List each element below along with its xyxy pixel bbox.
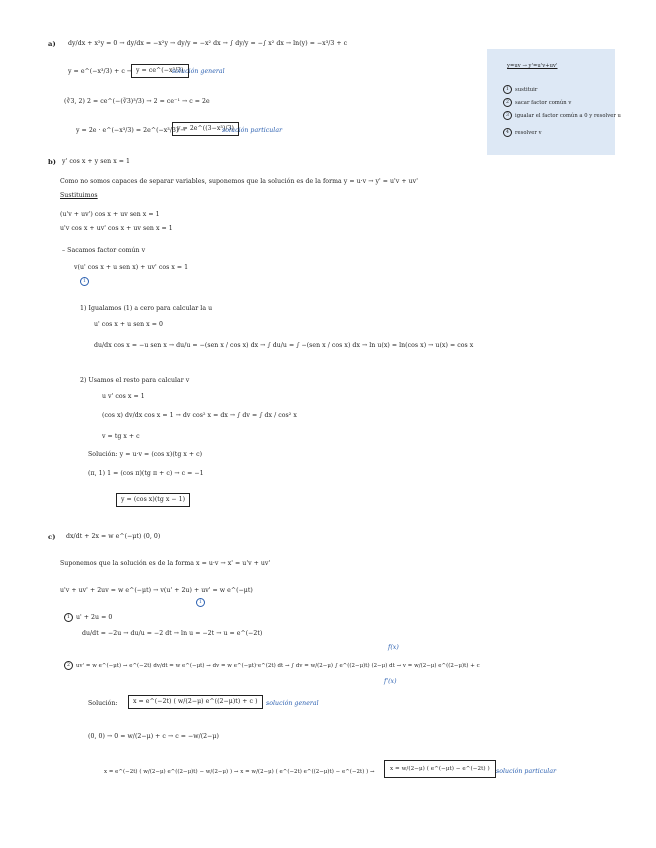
note-item-4 [503, 128, 542, 137]
a-general-note: solución general [172, 68, 225, 75]
b-sub2-c: v = tg x + c [102, 433, 140, 440]
b-sub1-a: u' cos x + u sen x = 0 [94, 321, 163, 328]
label-c: c) [48, 533, 56, 541]
a-line-1: dy/dx + x²y = 0 → dy/dx = −x²y → dy/y = −x² dx → ∫ dy/y = −∫ x² dx → ln(y) = −x³/3 + c [68, 40, 348, 47]
a-line-2: y = e^(−x³/3) + c → [68, 68, 133, 75]
b-sub1-b: du/dx cos x = −u sen x → du/u = −(sen x / cos x) dx → ∫ du/u = ∫ −(sen x / cos x) dx → ln u(x) = ln(cos x) → u(x) = cos x [94, 342, 474, 349]
note-num-2: 2 [503, 98, 512, 107]
note-text-2: sacar factor común v [515, 100, 572, 106]
a-boxed-particular: y = 2e^((3−x³)/3) [172, 122, 239, 136]
c-equation: dx/dt + 2x = w e^(−μt) (0, 0) [66, 533, 161, 540]
b-sub1-title: 1) Igualamos (1) a cero para calcular la u [80, 305, 213, 312]
note-text-1: sustituir [515, 87, 538, 93]
b-solucion: Solución: y = u·v = (cos x)(tg x + c) [88, 451, 203, 458]
note-num-4: 4 [503, 128, 512, 137]
c-f-top: f(x) [388, 644, 399, 651]
c-s1-line: du/dt = −2u → du/u = −2 dt → ln u = −2t → u = e^(−2t) [82, 630, 263, 637]
c-solucion-label: Solución: [88, 700, 118, 707]
b-point: (π, 1) 1 = (cos π)(tg π + c) → c = −1 [88, 470, 204, 477]
b-sub2-b: (cos x) dv/dx cos x = 1 → dv cos² x = dx → ∫ dv = ∫ dx / cos² x [102, 412, 297, 419]
b-sustituimos: Sustituimos [60, 192, 98, 199]
note-item-3 [503, 111, 621, 120]
note-num-1: 1 [503, 85, 512, 94]
b-factor-note: – Sacamos factor común v [62, 247, 146, 254]
c-general-note: solución general [266, 700, 319, 707]
c-s1-title: 1 u' + 2u = 0 [64, 613, 112, 622]
b-mark-1-icon: 1 [80, 277, 92, 286]
b-step-2: u'v cos x + uv' cos x + uv sen x = 1 [60, 225, 173, 232]
note-num-3: 3 [503, 111, 512, 120]
c-intro: Suponemos que la solución es de la forma x = u·v → x' = u'v + uv' [60, 560, 271, 567]
a-line-4: y = 2e · e^(−x³/3) = 2e^(−x³/3) → [76, 127, 186, 134]
b-sub2-title: 2) Usamos el resto para calcular v [80, 377, 190, 384]
a-particular-note: solución particular [222, 127, 283, 134]
method-note [487, 49, 621, 155]
c-step-1: u'v + uv' + 2uv = w e^(−μt) → v(u' + 2u) + uv' = w e^(−μt) [60, 587, 253, 594]
b-boxed: y = (cos x)(tg x − 1) [116, 493, 190, 507]
c-f-bottom: f'(x) [384, 678, 397, 685]
c-boxed-general: x = e^(−2t) ( w/(2−μ) e^((2−μ)t) + c ) [128, 695, 263, 709]
b-step-1: (u'v + uv') cos x + uv sen x = 1 [60, 211, 160, 218]
c-boxed-particular: x = w/(2−μ) ( e^(−μt) − e^(−2t) ) [384, 760, 496, 778]
b-step-3: v(u' cos x + u sen x) + uv' cos x = 1 [74, 264, 189, 271]
note-text-3: igualar el factor común a 0 y resolver u [515, 113, 621, 119]
a-line-3: (∛3, 2) 2 = ce^(−(∛3)³/3) → 2 = ce⁻¹ → c = 2e [64, 98, 210, 105]
c-final-lhs: x = e^(−2t) ( w/(2−μ) e^((2−μ)t) − w/(2−μ) ) → x = w/(2−μ) ( e^(−2t) e^((2−μ)t) − e^(−2t) ) → [104, 769, 375, 775]
c-point: (0, 0) → 0 = w/(2−μ) + c → c = −w/(2−μ) [88, 733, 219, 740]
note-text-4: resolver v [515, 130, 542, 136]
label-a: a) [48, 40, 56, 48]
c-s1-text: u' + 2u = 0 [76, 614, 113, 621]
note-header: y=uv → y'=u'v+uv' [507, 63, 558, 69]
note-item-1 [503, 85, 537, 94]
c-s2-line: 2 uv' = w e^(−μt) → e^(−2t) dv/dt = w e^(−μt) → dv = w e^(−μt)·e^(2t) dt → ∫ dv = w/(2−μ) ∫ e^((2−μ)t) (2−μ) dt → v = w/(2−μ) e^((2−μ)t) + c [64, 661, 480, 670]
c-particular-note: solución particular [496, 768, 557, 775]
b-intro: Como no somos capaces de separar variables, suponemos que la solución es de la forma y = u·v → y' = u'v + uv' [60, 178, 418, 185]
label-b: b) [48, 158, 57, 166]
c-s2-text: uv' = w e^(−μt) → e^(−2t) dv/dt = w e^(−μt) → dv = w e^(−μt)·e^(2t) dt → ∫ dv = w/(2−μ) ∫ e^((2−μ)t) (2−μ) dt → v = w/(2−μ) e^((2−μ)t) + c [76, 663, 480, 669]
a-boxed-general: y = ce^(−x³/3) [131, 64, 189, 78]
c-mark-1-icon: 1 [196, 598, 208, 607]
b-equation: y' cos x + y sen x = 1 [62, 158, 130, 165]
note-item-2 [503, 98, 571, 107]
b-sub2-a: u v' cos x = 1 [102, 393, 145, 400]
